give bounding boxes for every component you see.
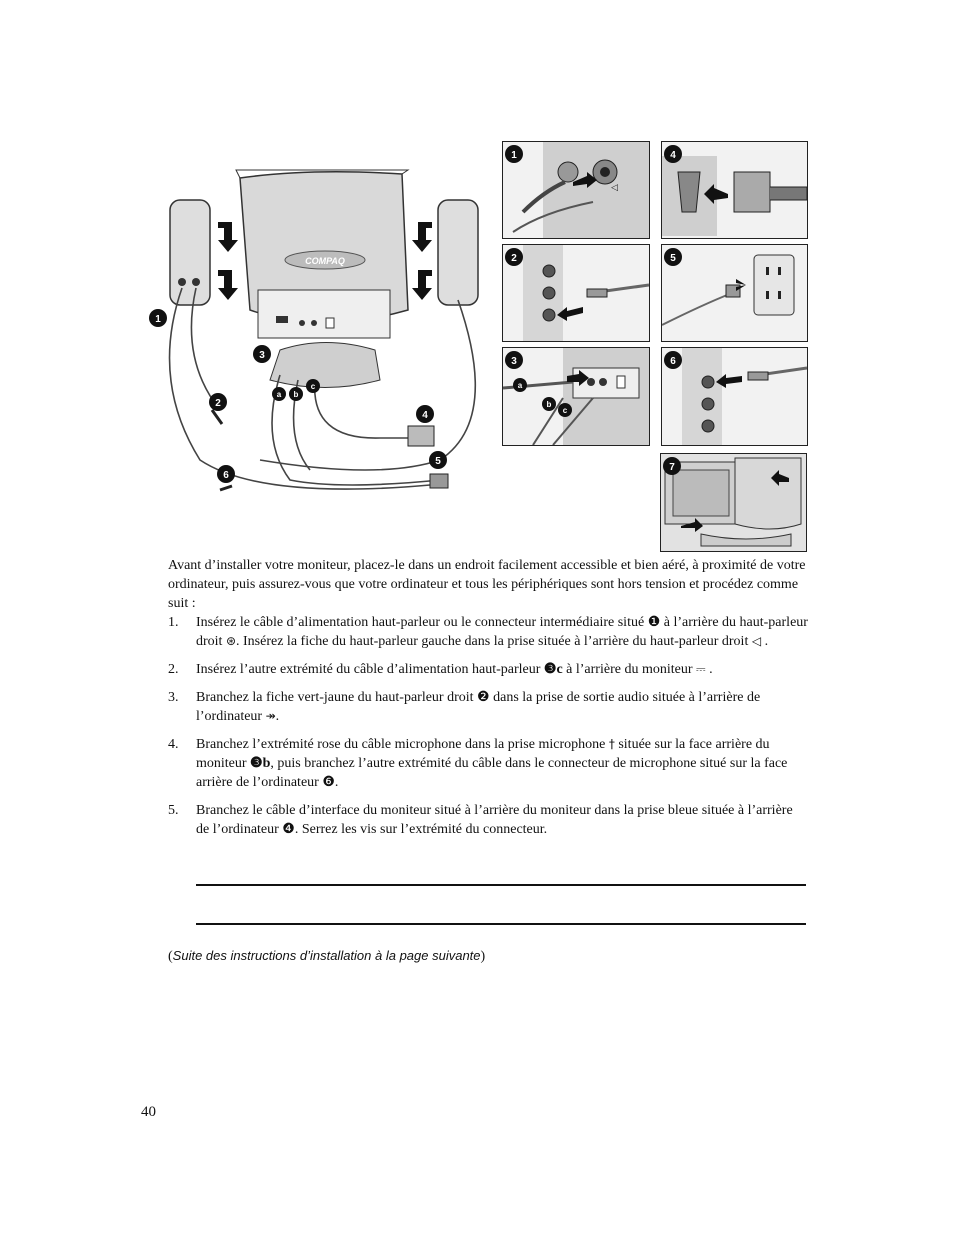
arrow-icon — [218, 222, 238, 252]
audio-out-icon: ↠ — [265, 709, 276, 723]
speaker-power-icon: ⊛ — [225, 634, 237, 648]
svg-text:b: b — [293, 390, 299, 399]
step-number: 1. — [168, 615, 179, 630]
step-text: à l’arrière du haut-parleur droit — [196, 615, 808, 649]
callout-4-icon: ❹ — [282, 822, 295, 837]
continuation-note: (Suite des instructions d’installation à la page suivante) — [168, 948, 486, 964]
detail-panel-7 — [660, 453, 807, 552]
callout-3c-icon: ❸c — [543, 662, 563, 677]
detail-panel-4 — [661, 141, 808, 239]
step-4 — [168, 735, 808, 792]
detail-panel-2 — [502, 244, 650, 342]
detail-panel-1 — [502, 141, 650, 239]
note-rule-bottom — [196, 923, 806, 925]
continuation-text: Suite des instructions d’installation à la page suivante — [172, 948, 481, 963]
svg-text:4: 4 — [670, 150, 676, 161]
svg-text:c: c — [562, 406, 568, 415]
svg-text:1: 1 — [155, 314, 161, 325]
step-text: Branchez la fiche vert-jaune du haut-parleur droit — [196, 690, 478, 705]
callout-6-icon: ❻ — [322, 775, 335, 790]
step-text: . Serrez les vis sur l’extrémité du connecteur. — [294, 822, 548, 837]
page-number: 40 — [141, 1104, 156, 1120]
svg-text:c: c — [310, 382, 316, 391]
step-text: . Insérez la fiche du haut-parleur gauche dans la prise située à l’arrière du haut-parleur droit — [236, 634, 752, 649]
step-number: 3. — [168, 690, 179, 705]
speaker-icon: ◁ — [751, 634, 762, 648]
step-number: 5. — [168, 803, 179, 818]
step-3 — [168, 688, 808, 726]
step-text: dans la prise de sortie audio située à l’arrière de l’ordinateur — [196, 690, 761, 724]
monitor-rear-panel — [258, 290, 390, 338]
svg-text:6: 6 — [670, 356, 676, 367]
detail-panel-6 — [661, 347, 808, 446]
callout-1-icon: ❶ — [647, 615, 661, 630]
step-1 — [168, 613, 808, 651]
svg-text:1: 1 — [511, 150, 517, 161]
svg-text:a: a — [276, 390, 282, 399]
monitor-logo: COMPAQ — [305, 256, 345, 266]
svg-text:b: b — [546, 400, 552, 409]
vga-connector — [408, 426, 434, 446]
step-text: . — [705, 662, 713, 677]
svg-text:3: 3 — [259, 350, 265, 361]
svg-text:6: 6 — [223, 470, 229, 481]
svg-text:a: a — [517, 381, 523, 390]
power-plug — [430, 474, 448, 488]
monitor-stand — [270, 343, 380, 388]
step-2 — [168, 660, 808, 679]
step-text: Branchez le câble d’interface du moniteur situé à l’arrière du moniteur dans la prise bleue située à l’arrière de l’ordinateur — [196, 803, 793, 837]
callout-2-icon: ❷ — [477, 690, 490, 705]
detail-panel-3 — [502, 347, 650, 446]
step-text: à l’arrière du moniteur — [562, 662, 696, 677]
step-text: Branchez l’extrémité rose du câble microphone dans la prise microphone — [196, 737, 609, 752]
left-speaker — [170, 200, 210, 305]
monitor-power-icon: ⎓ — [695, 662, 706, 676]
step-text: , puis branchez l’autre extrémité du câble dans le connecteur de microphone situé sur la face arrière de l’ordinateur — [196, 756, 788, 790]
step-text: Insérez l’autre extrémité du câble d’alimentation haut-parleur — [196, 662, 544, 677]
arrow-icon — [218, 270, 238, 300]
step-text: située sur la face arrière du moniteur — [196, 737, 770, 771]
note-rule-top — [196, 884, 806, 886]
svg-text:5: 5 — [670, 253, 676, 264]
callout-3b-icon: ❸b — [250, 756, 271, 771]
svg-text:◁: ◁ — [611, 183, 618, 193]
step-text: Insérez le câble d’alimentation haut-parleur ou le connecteur intermédiaire situé — [196, 615, 648, 630]
svg-text:2: 2 — [511, 253, 517, 264]
intro-paragraph: Avant d’installer votre moniteur, placez-le dans un endroit facilement accessible et bien aéré, à proximité de votre ordinateur, puis assurez-vous que votre ordinateur et tous les périphériques sont hors tension et procédez comme suit : — [168, 558, 806, 611]
step-number: 2. — [168, 662, 179, 677]
arrow-icon — [412, 222, 432, 252]
svg-text:3: 3 — [511, 356, 517, 367]
arrow-icon — [412, 270, 432, 300]
microphone-icon: † — [608, 737, 615, 751]
steps-list — [168, 613, 808, 848]
svg-text:4: 4 — [422, 410, 428, 421]
step-text: . — [275, 709, 280, 724]
right-speaker — [438, 200, 478, 305]
svg-text:7: 7 — [669, 462, 675, 473]
setup-illustration — [140, 160, 500, 520]
step-number: 4. — [168, 737, 179, 752]
step-5 — [168, 801, 808, 839]
step-text: . — [761, 634, 769, 649]
svg-text:2: 2 — [215, 398, 221, 409]
step-text: . — [334, 775, 339, 790]
svg-text:5: 5 — [435, 456, 441, 467]
detail-panel-5 — [661, 244, 808, 342]
